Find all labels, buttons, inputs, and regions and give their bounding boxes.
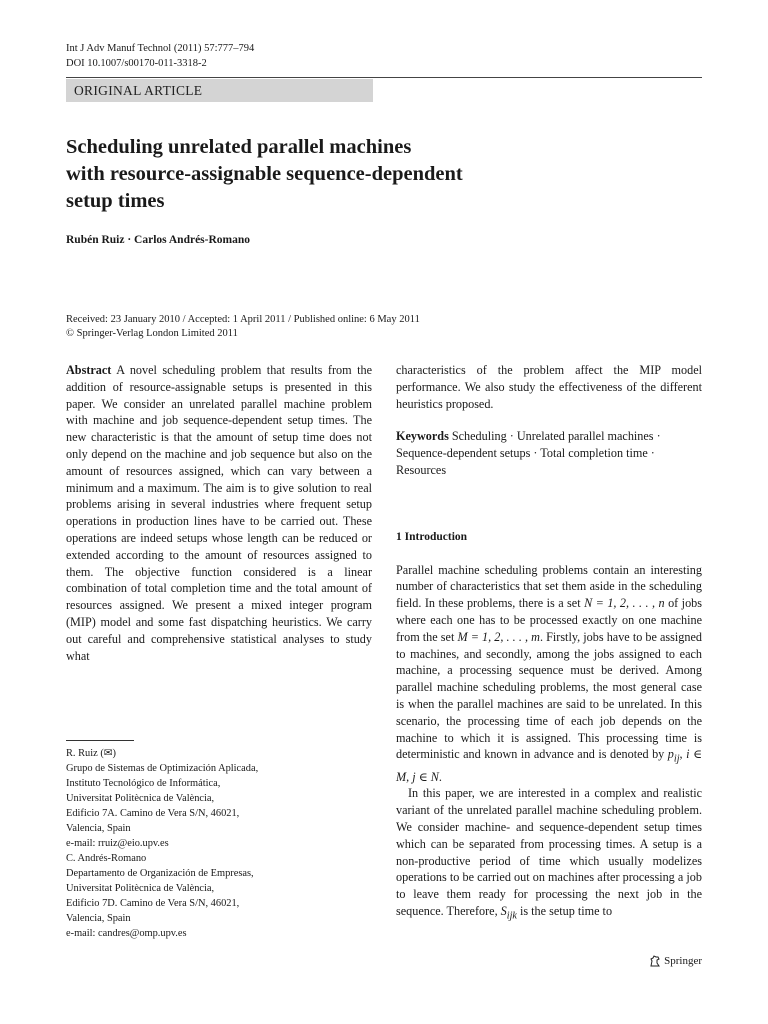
email-link[interactable]: e-mail: candres@omp.upv.es [66, 928, 187, 939]
intro-paragraph-1 [396, 562, 702, 786]
publisher-name: Springer [664, 955, 702, 967]
left-column [66, 362, 372, 664]
title-line: Scheduling unrelated parallel machines [66, 136, 412, 158]
abstract-continuation: characteristics of the problem affect the MIP model performance. We also study the effectiveness of the different heuristics proposed. [396, 363, 702, 411]
email-link[interactable]: e-mail: rruiz@eio.upv.es [66, 838, 169, 849]
section-heading-introduction: 1 Introduction [396, 530, 468, 543]
journal-reference [66, 41, 254, 71]
math-set-n: N = 1, 2, . . . , n [584, 596, 665, 611]
journal-citation: Int J Adv Manuf Technol (2011) 57:777–794 [66, 43, 255, 54]
body-text: In this paper, we are interested in a complex and realistic variant of the unrelated parallel machine scheduling problem. We consider machine- and sequence-dependent setup times which can be separated from processing times. A setup is a non-productive period of time which usually modelizes operations to be carried out on machines after processing a job to leave them ready for processing the next job in the sequence. Therefore, [396, 786, 702, 918]
body-text: of jobs where each one has to be processed exactly on one machine from the set [396, 596, 703, 644]
publisher-logo [649, 955, 702, 967]
math-set-m: M = 1, 2, . . . , m [457, 629, 540, 644]
math-symbol: p [667, 747, 674, 762]
keywords-text: Scheduling · Unrelated parallel machines · Sequence-dependent setups · Total completion time · Resources [396, 429, 661, 477]
article-title [66, 134, 586, 215]
math-setup-time [500, 903, 517, 922]
body-text: , [679, 747, 687, 762]
body-text: . [438, 769, 442, 784]
publication-dates [66, 313, 420, 341]
affiliation-line: Valencia, Spain [66, 823, 131, 834]
affiliation-line: Grupo de Sistemas de Optimización Aplicada, [66, 763, 259, 774]
math-subscript: ijk [506, 910, 517, 922]
body-text: . Firstly, jobs have to be assigned to machines, and secondly, among the jobs assigned to each machine, a processing sequence must be derived. Among parallel machine scheduling problems, the most general case is when the parallel machines are said to be unrelated. In this scenario, the processing time of each job depends on the machine to which it is assigned. This processing time is deterministic and known in advance and is denoted by [396, 629, 702, 762]
affiliation-line: Instituto Tecnológico de Informática, [66, 778, 221, 789]
copyright-notice: © Springer-Verlag London Limited 2011 [66, 328, 238, 339]
abstract-text: A novel scheduling problem that results from the addition of resource-assignable setups is presented in this paper. We consider an unrelated parallel machine problem with machine and job sequence-dependent setup times. The new characteristic is that the amount of setup time does not only depend on the machine and job sequence but also on the amount of resources assigned, which can vary between a minimum and a maximum. The aim is to give solution to real problems arising in several industries where frequent setup operations in production lines have to be carried out. These operations are indeed setups whose length can be reduced or extended according to the amount of resources assigned to them. The objective function considered is a linear combination of total completion time and the total amount of resources assigned. We present a mixed integer program (MIP) model and some fast dispatching heuristics. We carry out careful and comprehensive statistical analyses to study what [66, 363, 372, 663]
affiliation-line: Departamento de Organización de Empresas, [66, 868, 254, 879]
abstract-label: Abstract [66, 363, 112, 377]
springer-horse-icon [649, 955, 661, 967]
keywords-label: Keywords [396, 429, 449, 444]
body-text: Parallel machine scheduling problems contain an interesting number of characteristics that set them aside in the scheduling field. In these problems, there is a set [396, 562, 702, 611]
author-list[interactable]: Rubén Ruiz · Carlos Andrés-Romano [66, 234, 251, 246]
title-line: with resource-assignable sequence-dependent [66, 163, 463, 185]
keywords-paragraph [396, 428, 702, 478]
affiliation-line: Edificio 7A. Camino de Vera S/N, 46021, [66, 808, 240, 819]
math-subscript: ij [673, 753, 680, 765]
intro-paragraph-2 [396, 785, 702, 925]
affiliation-line: Edificio 7D. Camino de Vera S/N, 46021, [66, 898, 240, 909]
article-type-badge: ORIGINAL ARTICLE [66, 79, 373, 102]
math-symbol: S [500, 903, 507, 918]
affiliation-line: Valencia, Spain [66, 913, 131, 924]
header-rule [66, 77, 702, 78]
affiliation-line: Universitat Politècnica de València, [66, 883, 215, 894]
math-pij [667, 747, 680, 765]
affiliation-andres-romano [66, 851, 372, 941]
right-column [396, 362, 702, 925]
affiliation-line: C. Andrés-Romano [66, 853, 147, 864]
affiliation-line: Universitat Politècnica de València, [66, 793, 215, 804]
doi-link[interactable]: DOI 10.1007/s00170-011-3318-2 [66, 58, 207, 69]
title-line: setup times [66, 190, 165, 212]
abstract-paragraph [66, 362, 372, 664]
affiliation-line: R. Ruiz (✉) [66, 748, 116, 759]
affiliation-ruiz [66, 746, 372, 851]
footnote-separator [66, 740, 134, 741]
history-dates: Received: 23 January 2010 / Accepted: 1 April 2011 / Published online: 6 May 2011 [66, 314, 420, 325]
body-text: is the setup time to [516, 903, 613, 918]
math-condition: i ∈ M, j ∈ N [396, 747, 702, 784]
